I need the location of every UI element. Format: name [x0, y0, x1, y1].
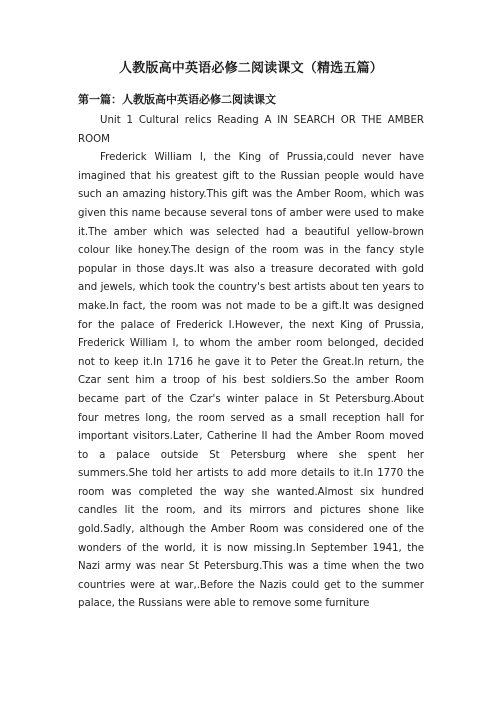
unit-line: Unit 1 Cultural relics Reading A IN SEARCH OR THE AMBER ROOM: [78, 115, 424, 145]
document-title: 人教版高中英语必修二阅读课文（精选五篇）: [118, 61, 383, 76]
section-heading: 第一篇：人教版高中英语必修二阅读课文: [78, 93, 276, 106]
body-paragraph: Frederick William I, the King of Prussia,could never have imagined that his greatest gift to the Russian people would have such an amazing history.This gift was the Amber Room, which was given this name because several tons of amber were used to make it.The amber which was selected had a beautiful yellow-brown colour like honey.The design of the room was in the fancy style popular in those days.It was also a treasure decorated with gold and jewels, which took the country's best artists about ten years to make.In fact, the room was not made to be a gift.It was designed for the palace of Frederick I.However, the next King of Prussia, Frederick William I, to whom the amber room belonged, decided not to keep it.In 1716 he gave it to Peter the Great.In return, the Czar sent him a troop of his best soldiers.So the amber Room became part of the Czar's winter palace in St Petersburg.About four metres long, the room served as a small reception hall for important visitors.Later, Catherine II had the Amber Room moved to a palace outside St Petersburg where she spent her summers.She told her artists to add more details to it.In 1770 the room was completed the way she wanted.Almost six hundred candles lit the room, and its mirrors and pictures shone like gold.Sadly, although the Amber Room was considered one of the wonders of the world, it is now missing.In September 1941, the Nazi army was near St Petersburg.This was a time when the two countries were at war,.Before the Nazis could get to the summer palace, the Russians were able to remove some furniture: [78, 152, 424, 610]
